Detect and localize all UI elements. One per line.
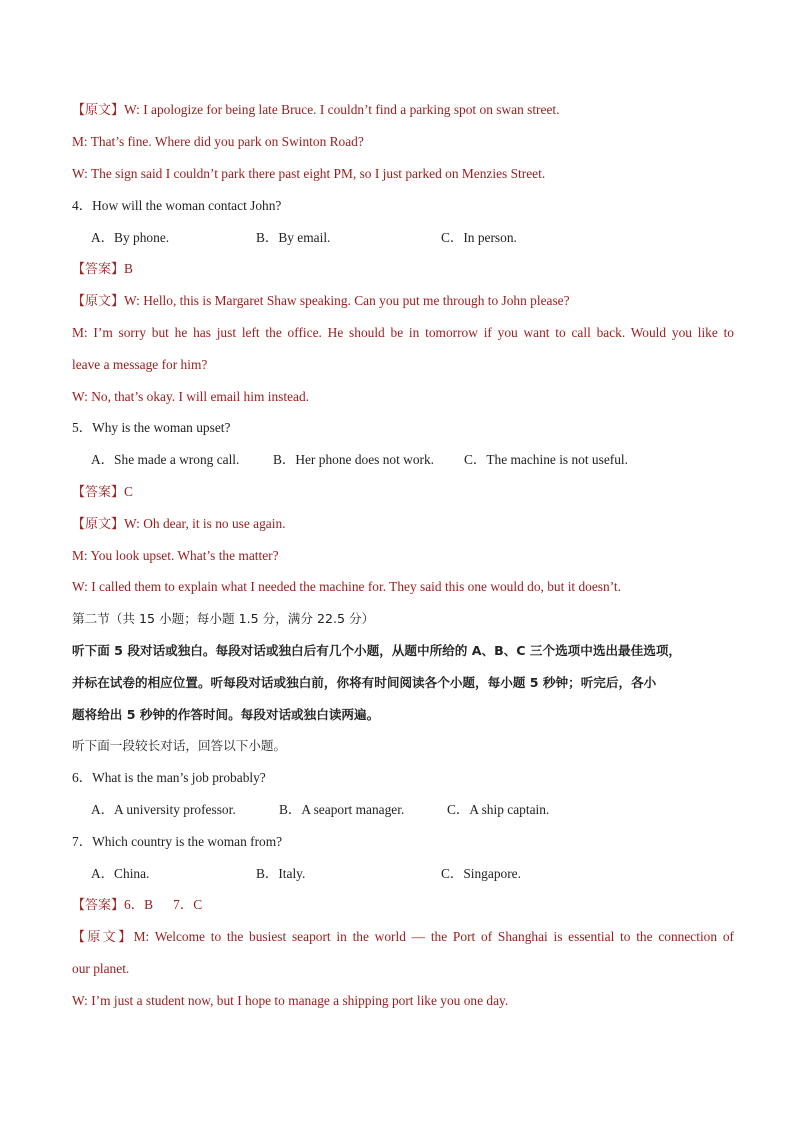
q5-option-a: A．She made a wrong call. <box>91 452 240 467</box>
transcript-line: W: I’m just a student now, but I hope to manage a shipping port like you one day. <box>72 993 509 1008</box>
section-heading: 第二节（共 15 小题；每小题 1.5 分，满分 22.5 分） <box>72 611 375 626</box>
transcript-line: M: That’s fine. Where did you park on Swinton Road? <box>72 134 364 149</box>
transcript-line: 【原文】W: Oh dear, it is no use again. <box>72 516 286 532</box>
question-5: 5．Why is the woman upset? <box>72 420 231 435</box>
answer-label: 【答案】 <box>72 898 125 913</box>
q4-option-a: A．By phone. <box>91 230 170 245</box>
transcript-line: 【原文】W: Hello, this is Margaret Shaw speaking. Can you put me through to John please? <box>72 293 570 309</box>
yuanwen-label: 【原文】 <box>72 103 125 118</box>
answer-label: 【答案】 <box>72 485 125 500</box>
transcript-line: 【原文】W: I apologize for being late Bruce. I couldn’t find a parking spot on swan street. <box>72 102 560 118</box>
q7-option-a: A．China. <box>91 866 150 881</box>
answer-line <box>72 260 734 279</box>
transcript-line: W: I called them to explain what I needed the machine for. They said this one would do, but it doesn’t. <box>72 579 622 594</box>
q4-option-c: C．In person. <box>441 230 517 245</box>
yuanwen-label: 【原文】 <box>72 930 134 945</box>
q6-option-c: C．A ship captain. <box>447 802 550 817</box>
answer-line <box>72 896 734 915</box>
transcript-line: 【原文】M: Welcome to the busiest seaport in the world — the Port of Shanghai is essential to the connection of <box>72 929 734 945</box>
transcript-line: M: You look upset. What’s the matter? <box>72 548 279 563</box>
q5-option-c: C．The machine is not useful. <box>464 452 629 467</box>
q67-answers: 6．B 7．C <box>124 897 203 912</box>
transcript-line: leave a message for him? <box>72 357 208 372</box>
q7-option-c: C．Singapore. <box>441 866 521 881</box>
question-7: 7．Which country is the woman from? <box>72 834 283 849</box>
transcript-line: W: The sign said I couldn’t park there past eight PM, so I just parked on Menzies Street. <box>72 166 546 181</box>
q5-answer: C <box>124 484 133 499</box>
q5-option-b: B．Her phone does not work. <box>273 452 435 467</box>
q4-option-b: B．By email. <box>256 230 331 245</box>
section-instructions: 听下面 5 段对话或独白。每段对话或独白后有几个小题，从题中所给的 A、B、C 三个选项中选出最佳选项， <box>72 643 682 658</box>
q6-option-a: A．A university professor. <box>91 802 236 817</box>
section-instructions: 题将给出 5 秒钟的作答时间。每段对话或独白读两遍。 <box>72 707 380 722</box>
yuanwen-label: 【原文】 <box>72 294 125 309</box>
transcript-line: M: I’m sorry but he has just left the office. He should be in tomorrow if you want to call back. Would you like to <box>72 325 734 340</box>
q4-answer: B <box>124 261 133 276</box>
yuanwen-label: 【原文】 <box>72 517 125 532</box>
q7-option-b: B．Italy. <box>256 866 306 881</box>
answer-line <box>72 483 734 502</box>
question-6: 6．What is the man’s job probably? <box>72 770 266 785</box>
question-4: 4．How will the woman contact John? <box>72 198 282 213</box>
answer-label: 【答案】 <box>72 262 125 277</box>
section-instructions: 并标在试卷的相应位置。听每段对话或独白前，你将有时间阅读各个小题，每小题 5 秒钟；听完后，各小 <box>72 675 657 690</box>
section-lead: 听下面一段较长对话，回答以下小题。 <box>72 738 287 753</box>
transcript-line: W: No, that’s okay. I will email him instead. <box>72 389 310 404</box>
transcript-line: our planet. <box>72 961 130 976</box>
q6-option-b: B．A seaport manager. <box>279 802 405 817</box>
